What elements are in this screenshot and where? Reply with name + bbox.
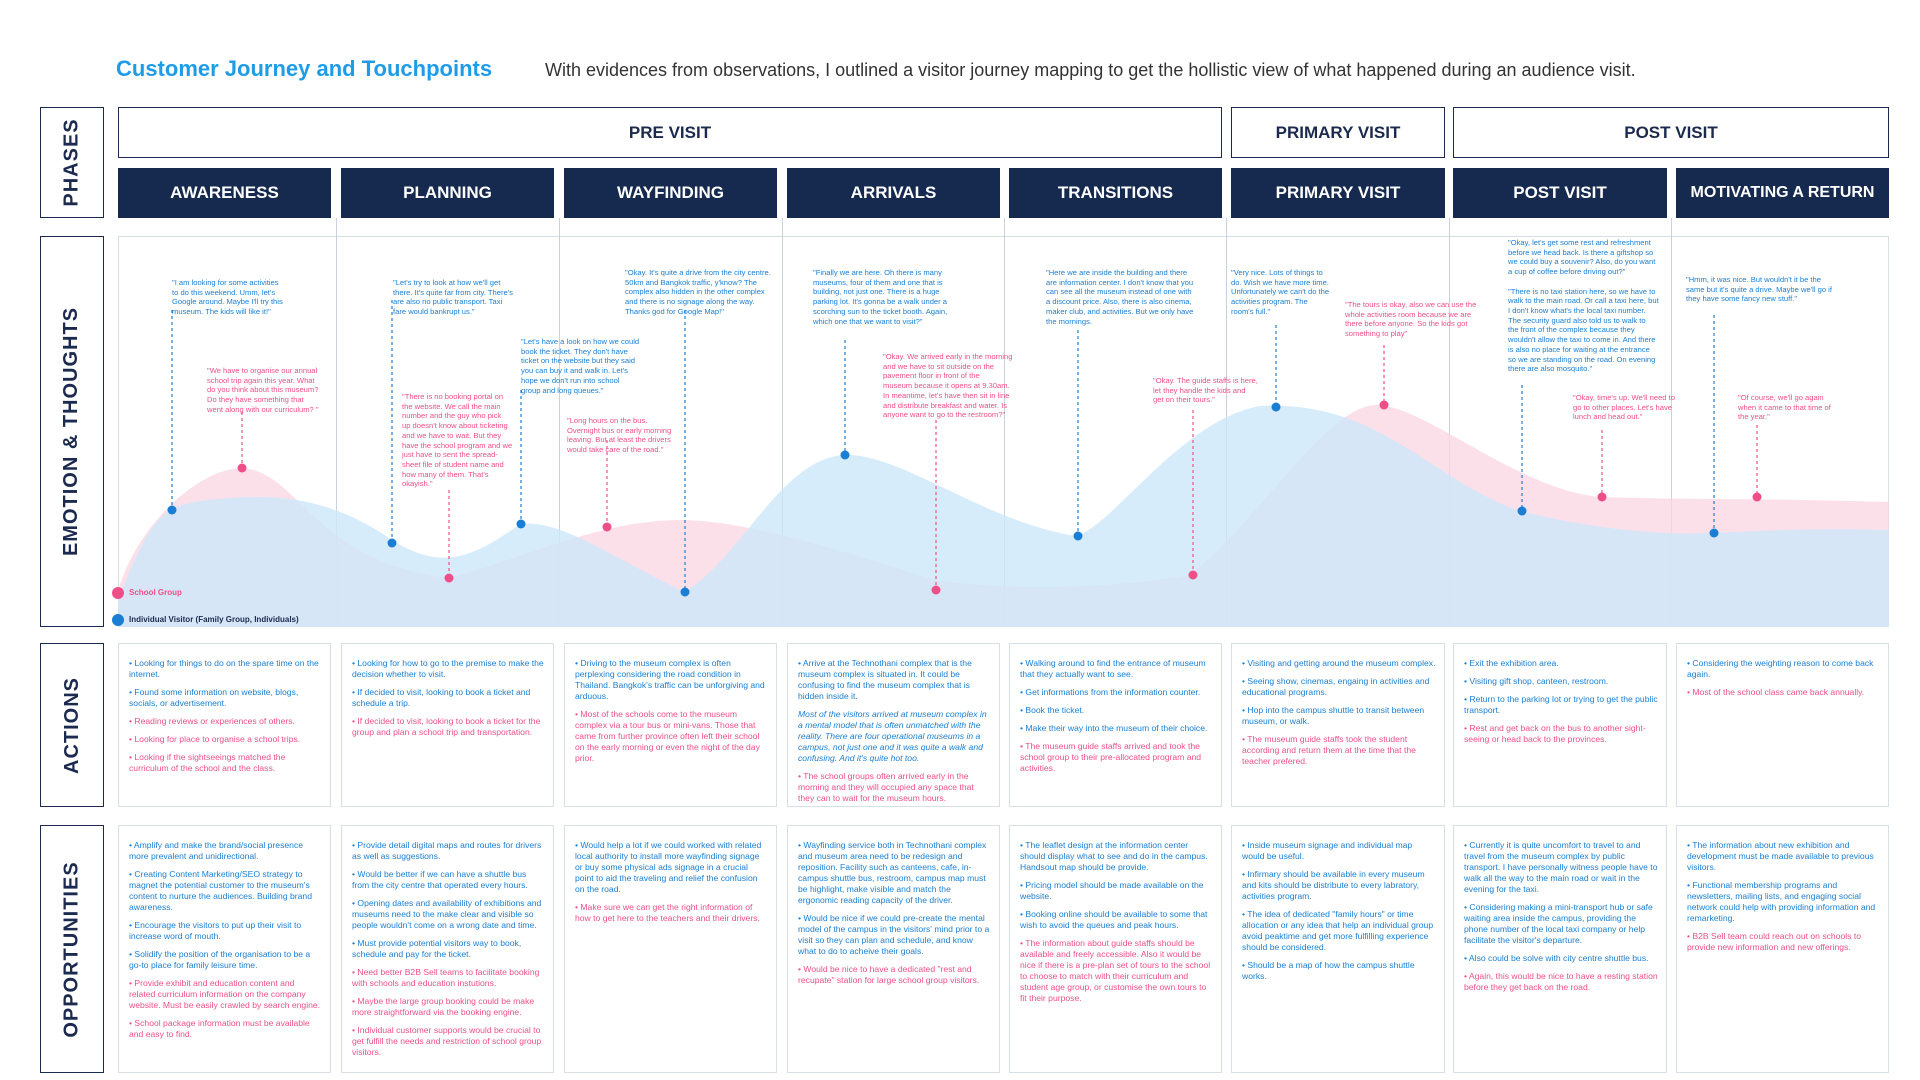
bullet-item: • If decided to visit, looking to book a ticket for the group and plan a school trip and transportation. (352, 716, 541, 737)
bullet-item: • Considering making a mini-transport hub or safe waiting area inside the campus, providing the phone number of the local taxi company or help facilitate the visitor's departure. (1464, 902, 1653, 945)
bullet-item: • Currently it is quite uncomfort to travel to and travel from the museum complex by public transport. I have personally witness people have to walk all the way to the main road or wait in the evening for the taxi. (1464, 840, 1658, 894)
bullet-item: • Also could be solve with city centre shuttle bus. (1464, 953, 1649, 963)
quote-school-primary: "The tours is okay, also we can use the whole activities room because we are there before anyone. So the kids got something to play" (1345, 300, 1477, 339)
bullet-item: • B2B Sell team could reach out on schools to provide new information and new offerings. (1687, 931, 1862, 952)
bullet-item: • Would be better if we can have a shuttle bus from the city centre that operated every hours. (352, 869, 528, 890)
bullet-item: • The school groups often arrived early in the morning and they will occupied any space that they can to wait for the museum hours. (798, 771, 974, 803)
actions-cell-awareness (118, 643, 331, 807)
opportunities-cell-primary-visit (1231, 825, 1445, 1073)
bullet-item: • Functional membership programs and newsletters, mailing lists, and engaging social network could help with providing information and remarketing. (1687, 880, 1876, 923)
bullet-item: • Driving to the museum complex is often perplexing considering the road condition in Thailand. Bangkok's traffic can be unforgiving and arduous. (575, 658, 765, 701)
bullet-item: • Reading reviews or experiences of others. (129, 716, 295, 726)
bullet-item: • School package information must be available and easy to find. (129, 1018, 310, 1039)
legend-individual-visitor: Individual Visitor (Family Group, Individuals) (129, 615, 299, 624)
bullet-item: • Encourage the visitors to put up their visit to increase word of mouth. (129, 920, 302, 941)
stage-arrivals: ARRIVALS (787, 168, 1000, 218)
individual-point-post (1518, 507, 1527, 516)
bullet-item: • Looking for things to do on the spare time on the internet. (129, 658, 319, 679)
stage-awareness: AWARENESS (118, 168, 331, 218)
school-point-arrivals (932, 586, 941, 595)
quote-school-wayfinding: "Long hours on the bus. Overnight bus or early morning leaving. But at least the drivers would take care of the road." (567, 416, 672, 455)
individual-point-awareness (168, 506, 177, 515)
bullet-item: • Most of the school class came back annually. (1687, 687, 1865, 697)
bullet-item: • Must provide potential visitors way to book, schedule and pay for the ticket. (352, 938, 522, 959)
actions-cell-primary-visit (1231, 643, 1445, 807)
opportunities-cell-wayfinding (564, 825, 777, 1073)
stage-planning: PLANNING (341, 168, 554, 218)
actions-cell-motivating-return (1676, 643, 1889, 807)
quote-individual-booking: "Let's have a look on how we could book the ticket. They don't have ticket on the website but they said you can buy it and walk in. Let's hope we don't run into school group and long queues." (521, 337, 640, 395)
quote-individual-planning: "Let's try to look at how we'll get there. It's quite far from city. There's are also no public transport. Taxi fare would bankrupt us." (393, 278, 513, 317)
bullet-item: • Booking online should be available to some that wish to avoid the queues and peak hours. (1020, 909, 1208, 930)
individual-point-wayfinding (681, 588, 690, 597)
school-point-wayfinding (603, 523, 612, 532)
bullet-item: • Would be nice to have a dedicated "rest and recupate" station for large school group visitors. (798, 964, 980, 985)
individual-point-booking (517, 520, 526, 529)
opportunities-cell-transitions (1009, 825, 1222, 1073)
row-label-emotion: EMOTION & THOUGHTS (40, 236, 104, 627)
bullet-item: • Opening dates and availability of exhibitions and museums need to the make clear and visible so people wouldn't come on a wrong date and time. (352, 898, 542, 930)
bullet-item: • Most of the schools come to the museum complex via a tour bus or mini-vans. Those that came from further province often left their school on the early morning or even the night of the day prior. (575, 709, 760, 763)
actions-cell-wayfinding (564, 643, 777, 807)
quote-individual-arrivals: "Finally we are here. Oh there is many museums, four of them and one that is building, not just one. There is a huge parking lot. It's gonna be a walk under a scorching sun to the ticket booth. Again, which one that we want to visit?" (813, 268, 948, 326)
quote-school-post: "Okay, time's up. We'll need to go to other places. Let's have lunch and head out." (1573, 393, 1675, 422)
bullet-item: • Walking around to find the entrance of museum that they actually want to see. (1020, 658, 1206, 679)
quote-school-arrivals: "Okay. We arrived early in the morning and we have to sit outside on the pavement floor in front of the museum because it opens at 9.30am. In meantime, let's have then sit in line and distribute breakfast and water. Is anyone want to go to the restroom?" (883, 352, 1013, 420)
bullet-item: • If decided to visit, looking to book a ticket and schedule a trip. (352, 687, 531, 708)
bullet-item: • Amplify and make the brand/social presence more prevalent and unidirectional. (129, 840, 304, 861)
bullet-item: • The leaflet design at the information center should display what to see and do in the campus. Handsout map should be provide. (1020, 840, 1208, 872)
legend-individual-dot (112, 614, 124, 626)
bullet-item: Most of the visitors arrived at museum complex in a mental model that is often unmatched with the reality. There are four operational museums in a campus, not just one and it was quite a walk and confusing. And it's quite hot too. (798, 709, 987, 763)
bullet-item: • The museum guide staffs arrived and took the school group to their pre-allocated program and activities. (1020, 741, 1202, 773)
school-point-planning (445, 574, 454, 583)
stage-motivating-return: MOTIVATING A RETURN (1676, 168, 1889, 218)
bullet-item: • Creating Content Marketing/SEO strategy to magnet the potential customer to the museum's content to nurture the audiences. Building brand awareness. (129, 869, 312, 912)
actions-cell-planning (341, 643, 554, 807)
bullet-item: • Again, this would be nice to have a resting station before they get back on the road. (1464, 971, 1658, 992)
bullet-item: • Arrive at the Technothani complex that is the museum complex is situated in. It could be confusing to find the museum complex that is hidden inside it. (798, 658, 972, 701)
quote-school-planning: "There is no booking portal on the website. We call the main number and the guy who pick up doesn't know about ticketing and we have to wait. But they have the school program and we just have to sent the spread- sheet file of student name and how many of them. That's okayish." (402, 392, 513, 489)
bullet-item: • Make their way into the museum of their choice. (1020, 723, 1208, 733)
opportunities-cell-motivating-return (1676, 825, 1889, 1073)
bullet-item: • Found some information on website, blogs, socials, or advertisement. (129, 687, 299, 708)
bullet-item: • Hop into the campus shuttle to transit between museum, or walk. (1242, 705, 1425, 726)
bullet-item: • Need better B2B Sell teams to facilitate booking with schools and education instutions. (352, 967, 540, 988)
legend-school-dot (112, 587, 124, 599)
phase-group-post-visit: POST VISIT (1453, 107, 1889, 158)
page-subtitle: With evidences from observations, I outlined a visitor journey mapping to get the hollistic view of what happened during an audience visit. (545, 60, 1636, 80)
stage-primary-visit: PRIMARY VISIT (1231, 168, 1445, 218)
bullet-item: • Individual customer supports would be crucial to get fulfill the needs and restriction of school group visitors. (352, 1025, 542, 1057)
phase-group-pre-visit: PRE VISIT (118, 107, 1222, 158)
quote-school-transitions: "Okay. The guide staffs is here, let they handle the kids and get on their tours." (1153, 376, 1258, 405)
bullet-item: • Looking for how to go to the premise to make the decision whether to visit. (352, 658, 544, 679)
stage-transitions: TRANSITIONS (1009, 168, 1222, 218)
quote-school-return: "Of course, we'll go again when it came to that time of the year." (1738, 393, 1831, 422)
row-label-phases: PHASES (40, 107, 104, 218)
school-point-primary (1380, 401, 1389, 410)
opportunities-cell-post-visit (1453, 825, 1667, 1073)
bullet-item: • Rest and get back on the bus to another sight-seeing or head back to the provinces. (1464, 723, 1646, 744)
bullet-item: • Visiting and getting around the museum complex. (1242, 658, 1436, 668)
stage-wayfinding: WAYFINDING (564, 168, 777, 218)
school-point-transitions (1189, 571, 1198, 580)
bullet-item: • Looking for place to organise a school trips. (129, 734, 301, 744)
bullet-item: • Maybe the large group booking could be make more straightforward via the booking engine. (352, 996, 535, 1017)
bullet-item: • Seeing show, cinemas, engaing in activities and educational programs. (1242, 676, 1430, 697)
bullet-item: • Pricing model should be made available on the website. (1020, 880, 1204, 901)
bullet-item: • Book the ticket. (1020, 705, 1085, 715)
individual-point-primary (1272, 403, 1281, 412)
bullet-item: • Considering the weighting reason to come back again. (1687, 658, 1874, 679)
bullet-item: • Looking if the sightseeings matched the curriculum of the school and the class. (129, 752, 286, 773)
bullet-item: • Infirmary should be available in every museum and kits should be distribute to every labratory, activities program. (1242, 869, 1425, 901)
row-label-actions: ACTIONS (40, 643, 104, 807)
bullet-item: • Get informations from the information counter. (1020, 687, 1201, 697)
quote-individual-transitions: "Here we are inside the building and there are information center. I don't know that you can see all the museum instead of one with a discount price. Also, there is also cinema, maker club, and activities. But we only have the mornings. (1046, 268, 1194, 326)
quote-individual-return: "Hmm, it was nice. But wouldn't it be the same but it's quite a drive. Maybe we'll go if they have some fancy new stuff." (1686, 275, 1832, 304)
phase-group-primary-visit: PRIMARY VISIT (1231, 107, 1445, 158)
quote-individual-primary: "Very nice. Lots of things to do. Wish we have more time. Unfortunately we can't do the activities program. The room's full." (1231, 268, 1330, 316)
bullet-item: • Would help a lot if we could worked with related local authority to install more wayfinding signage or buy some physical ads signage in a crucial point to aid the traveling and relief the confusion on the road. (575, 840, 762, 894)
quote-individual-wayfinding: "Okay. It's quite a drive from the city centre. 50km and Bangkok traffic, y'know? The complex also hidden in the other complex and there is no signage along the way. Thanks god for Google Map!" (625, 268, 771, 316)
bullet-item: • Provide detail digital maps and routes for drivers as well as suggestions. (352, 840, 542, 861)
bullet-item: • Return to the parking lot or trying to get the public transport. (1464, 694, 1658, 715)
actions-cell-transitions (1009, 643, 1222, 807)
bullet-item: • Make sure we can get the right information of how to get here to the teachers and their drivers. (575, 902, 760, 923)
bullet-item: • The information about new exhibition and development must be made available to previous visitors. (1687, 840, 1874, 872)
school-point-awareness (238, 464, 247, 473)
bullet-item: • Inside museum signage and individual map would be useful. (1242, 840, 1413, 861)
bullet-item: • Would be nice if we could pre-create the mental model of the campus in the visitors' mind prior to a visit so they can plan and schedule, and know what to do to acheive their goals. (798, 913, 990, 956)
individual-point-return (1710, 529, 1719, 538)
individual-point-arrivals (841, 451, 850, 460)
school-point-return (1753, 493, 1762, 502)
opportunities-cell-planning (341, 825, 554, 1073)
bullet-item: • Visiting gift shop, canteen, restroom. (1464, 676, 1609, 686)
opportunities-cell-awareness (118, 825, 331, 1073)
quote-school-awareness: "We have to organise our annual school trip again this year. What do you think about this museum? Do they have something that went along with our curriculum? " (207, 366, 319, 414)
stage-post-visit: POST VISIT (1453, 168, 1667, 218)
actions-cell-arrivals (787, 643, 1000, 807)
bullet-item: • The idea of dedicated "family hours" or time allocation or any idea that help an individual group avoid peaktime and get more fulfilling experience should be considered. (1242, 909, 1434, 952)
legend-school-group: School Group (129, 588, 182, 597)
individual-point-transitions (1074, 532, 1083, 541)
row-label-opportunities: OPPORTUNITIES (40, 825, 104, 1073)
quote-individual-post: "Okay, let's get some rest and refreshment before we head back. Is there a giftshop so we could buy a souvenir? Also, do you want a cup of coffee before driving out?" "There is no taxi station here, so we have to walk to the main road. Or call a taxi here, but I don't know what's the local taxi number. The security guard also told us to walk to the front of the complex because they wouldn't allow the taxi to come in. And there is also no place for waiting at the entrance so we are standing on the road. On evening there are also mosquito." (1508, 238, 1659, 374)
bullet-item: • Should be a map of how the campus shuttle works. (1242, 960, 1415, 981)
page-title: Customer Journey and Touchpoints (116, 56, 493, 81)
school-point-post (1598, 493, 1607, 502)
bullet-item: • Provide exhibit and education content and related curriculum information on the company website. Must be easily crawled by search engine. (129, 978, 321, 1010)
bullet-item: • Wayfinding service both in Technothani complex and museum area need to be redesign and reposition. Facility such as canteens, cafe, in-campus shuttle bus, restroom, campus map must be highlight, make visible and match the ergonomic reading capacity of the driver. (798, 840, 987, 905)
bullet-item: • Exit the exhibition area. (1464, 658, 1559, 668)
bullet-item: • Solidify the position of the organisation to be a go-to place for family leisure time. (129, 949, 311, 970)
quote-individual-awareness: "I am looking for some activities to do this weekend. Umm, let's Google around. Maybe I'll try this museum. The kids will like it!" (172, 278, 283, 317)
individual-point-planning (388, 539, 397, 548)
bullet-item: • The museum guide staffs took the student according and return them at the time that the teacher prefered. (1242, 734, 1416, 766)
actions-cell-post-visit (1453, 643, 1667, 807)
bullet-item: • The information about guide staffs should be available and freely accessible. Also it would be nice if there is a pre-plan set of tours to the school to choose to match with their curriculum and student age group, or customise the own tours to fit their purpose. (1020, 938, 1211, 1003)
opportunities-cell-arrivals (787, 825, 1000, 1073)
